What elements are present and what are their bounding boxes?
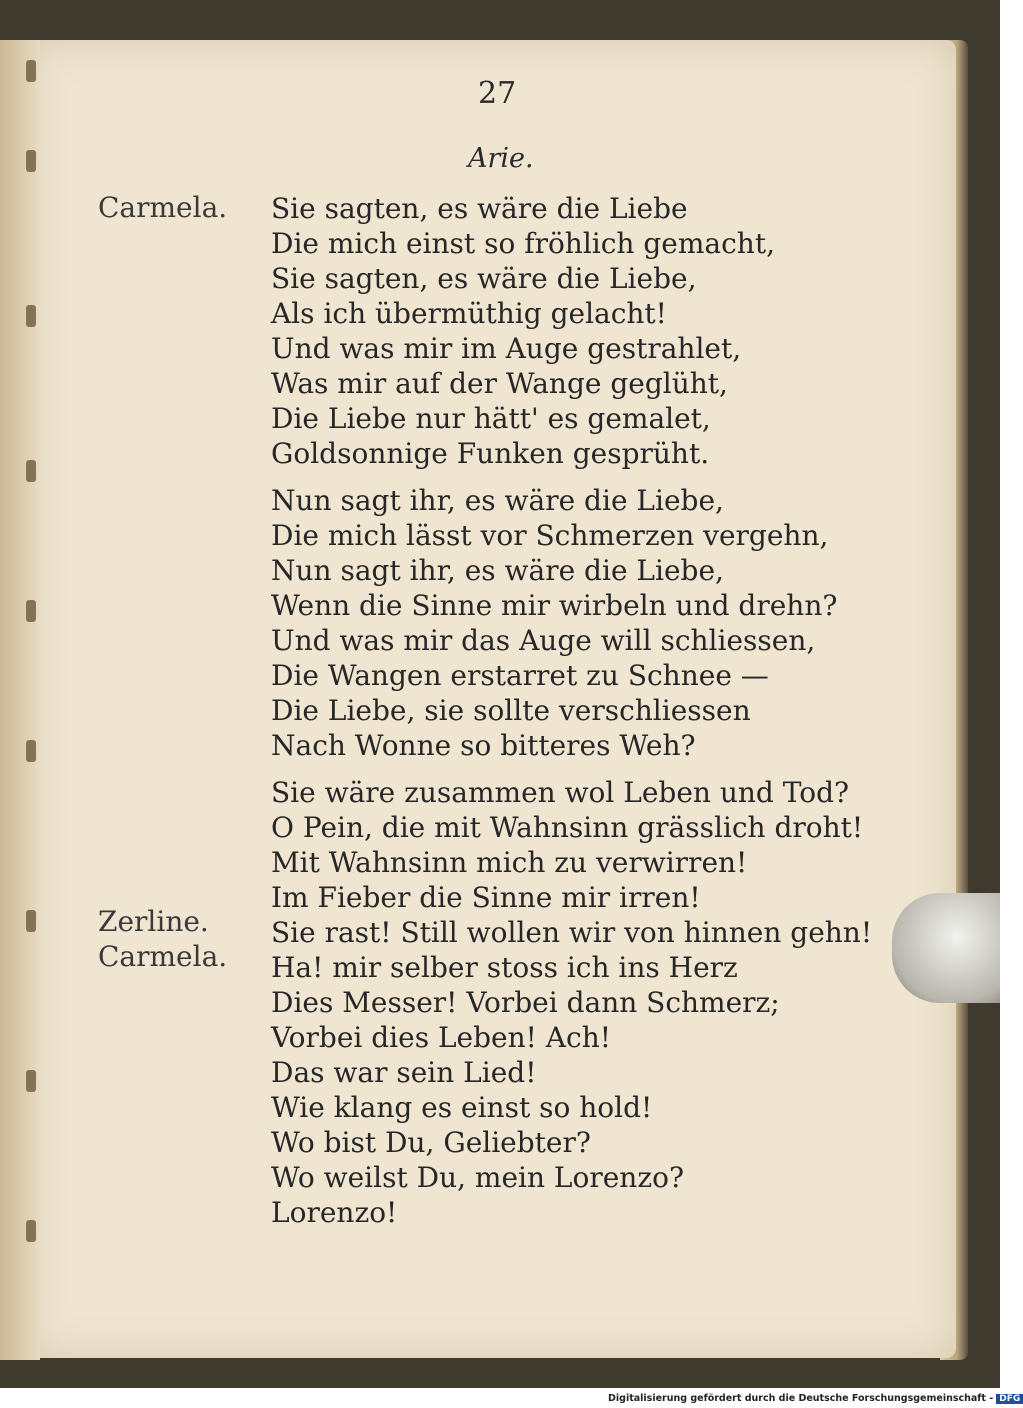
speaker-carmela: Carmela.	[98, 940, 228, 973]
verse-line: Sie sagten, es wäre die Liebe	[271, 192, 688, 225]
verse-line: Und was mir im Auge gestrahlet,	[271, 332, 742, 365]
binding-thread	[26, 305, 36, 327]
verse-line: Die Wangen erstarret zu Schnee —	[271, 659, 769, 692]
verse-text	[271, 191, 931, 1242]
binding-thread	[26, 1220, 36, 1242]
verse-line: Was mir auf der Wange geglüht,	[271, 367, 728, 400]
stanza	[271, 483, 931, 763]
verse-line: Das war sein Lied!	[271, 1056, 537, 1089]
verse-line: Lorenzo!	[271, 1196, 398, 1229]
binding-thread	[26, 1070, 36, 1092]
verse-line: Die mich einst so fröhlich gemacht,	[271, 227, 775, 260]
verse-line: Wo weilst Du, mein Lorenzo?	[271, 1161, 684, 1194]
verse-line: Dies Messer! Vorbei dann Schmerz;	[271, 986, 780, 1019]
binding-thread	[26, 600, 36, 622]
verse-line: O Pein, die mit Wahnsinn grässlich droht!	[271, 811, 864, 844]
verse-line: Sie wäre zusammen wol Leben und Tod?	[271, 776, 850, 809]
verse-line: Goldsonnige Funken gesprüht.	[271, 437, 710, 470]
binding-thread	[26, 150, 36, 172]
speaker-zerline: Zerline.	[98, 905, 209, 938]
binding-gutter	[0, 40, 40, 1360]
verse-line: Mit Wahnsinn mich zu verwirren!	[271, 846, 748, 879]
verse-line: Nun sagt ihr, es wäre die Liebe,	[271, 554, 724, 587]
verse-line: Im Fieber die Sinne mir irren!	[271, 881, 701, 914]
verse-line: Ha! mir selber stoss ich ins Herz	[271, 951, 738, 984]
verse-line: Sie sagten, es wäre die Liebe,	[271, 262, 697, 295]
page-number: 27	[478, 76, 517, 111]
verse-line: Nun sagt ihr, es wäre die Liebe,	[271, 484, 724, 517]
footer-credit	[608, 1393, 1021, 1404]
verse-line: Sie rast! Still wollen wir von hinnen gehn!	[271, 916, 873, 949]
stanza	[271, 775, 931, 1230]
binding-thread	[26, 910, 36, 932]
verse-line: Nach Wonne so bitteres Weh?	[271, 729, 696, 762]
verse-line: Wie klang es einst so hold!	[271, 1091, 653, 1124]
footer-text: Digitalisierung gefördert durch die Deutsche Forschungsgemeinschaft -	[608, 1393, 994, 1404]
binding-thread	[26, 60, 36, 82]
speaker-carmela: Carmela.	[98, 191, 228, 224]
dfg-logo: DFG	[996, 1394, 1023, 1404]
verse-line: Wenn die Sinne mir wirbeln und drehn?	[271, 589, 838, 622]
verse-line: Vorbei dies Leben! Ach!	[271, 1021, 611, 1054]
verse-line: Die mich lässt vor Schmerzen vergehn,	[271, 519, 829, 552]
stanza	[271, 191, 931, 471]
verse-line: Die Liebe, sie sollte verschliessen	[271, 694, 751, 727]
verse-line: Als ich übermüthig gelacht!	[271, 297, 667, 330]
binding-thread	[26, 740, 36, 762]
binding-thread	[26, 460, 36, 482]
verse-line: Die Liebe nur hätt' es gemalet,	[271, 402, 711, 435]
section-title: Arie.	[468, 143, 534, 174]
verse-line: Und was mir das Auge will schliessen,	[271, 624, 816, 657]
verse-line: Wo bist Du, Geliebter?	[271, 1126, 591, 1159]
